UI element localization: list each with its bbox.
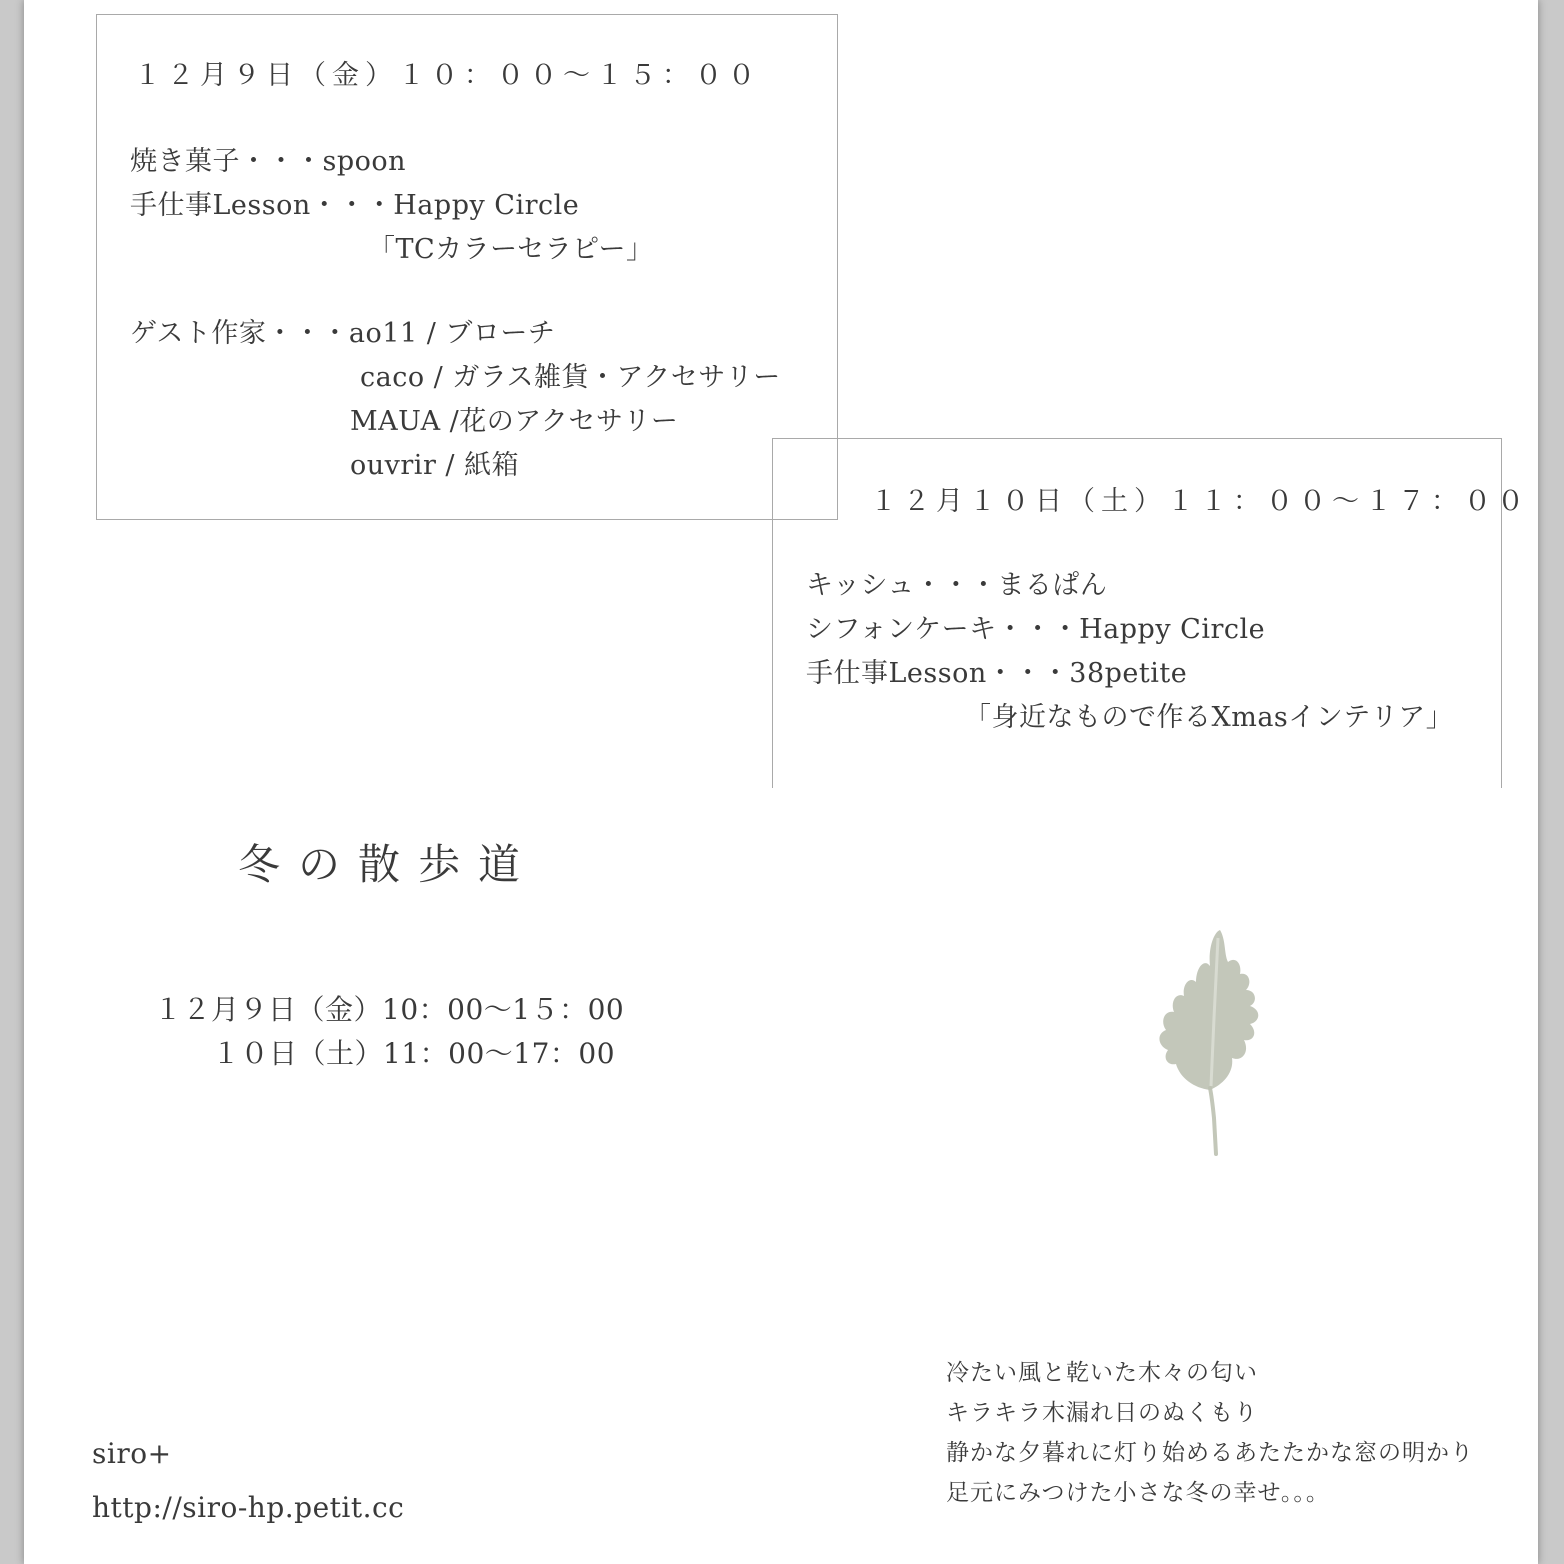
day1-item-lesson-detail: 「TCカラーセラピー」 xyxy=(368,234,654,265)
day1-guest-ouvrir: ouvrir / 紙箱 xyxy=(350,450,520,481)
day1-guest-caco: caco / ガラス雑貨・アクセサリー xyxy=(360,362,781,393)
day2-item-quiche: キッシュ・・・まるぱん xyxy=(806,570,1108,601)
shop-url[interactable]: http://siro-hp.petit.cc xyxy=(92,1491,405,1524)
day2-heading: １２月１０日（土）１１：００〜１７：００ xyxy=(870,486,1530,517)
poem-line-1: 冷たい風と乾いた木々の匂い xyxy=(946,1360,1258,1386)
day1-heading: １２月９日（金）１０：００〜１５：００ xyxy=(134,60,761,91)
shop-name: siro+ xyxy=(92,1437,172,1470)
schedule-day2: １０日（土）11：00〜17：00 xyxy=(212,1037,616,1070)
day1-guest-label: ゲスト作家・・・ao11 / ブローチ xyxy=(130,318,556,349)
flyer-page xyxy=(24,0,1538,1564)
day2-item-lesson-detail: 「身近なもので作るXmasインテリア」 xyxy=(964,702,1454,733)
day1-item-lesson: 手仕事Lesson・・・Happy Circle xyxy=(130,190,580,221)
poem-line-3: 静かな夕暮れに灯り始めるあたたかな窓の明かり xyxy=(946,1440,1474,1466)
poem-line-4: 足元にみつけた小さな冬の幸せ。。。 xyxy=(946,1480,1330,1506)
event-title: 冬の散歩道 xyxy=(238,840,539,889)
schedule-day1: １２月９日（金）10：00〜1５：00 xyxy=(154,993,625,1026)
day1-item-sweets: 焼き菓子・・・spoon xyxy=(130,146,407,177)
day1-guest-maua: MAUA /花のアクセサリー xyxy=(350,406,679,437)
day2-item-lesson: 手仕事Lesson・・・38petite xyxy=(806,658,1188,689)
leaf-icon xyxy=(1124,918,1304,1158)
day2-item-chiffon: シフォンケーキ・・・Happy Circle xyxy=(806,614,1266,645)
poem-line-2: キラキラ木漏れ日のぬくもり xyxy=(946,1400,1258,1426)
